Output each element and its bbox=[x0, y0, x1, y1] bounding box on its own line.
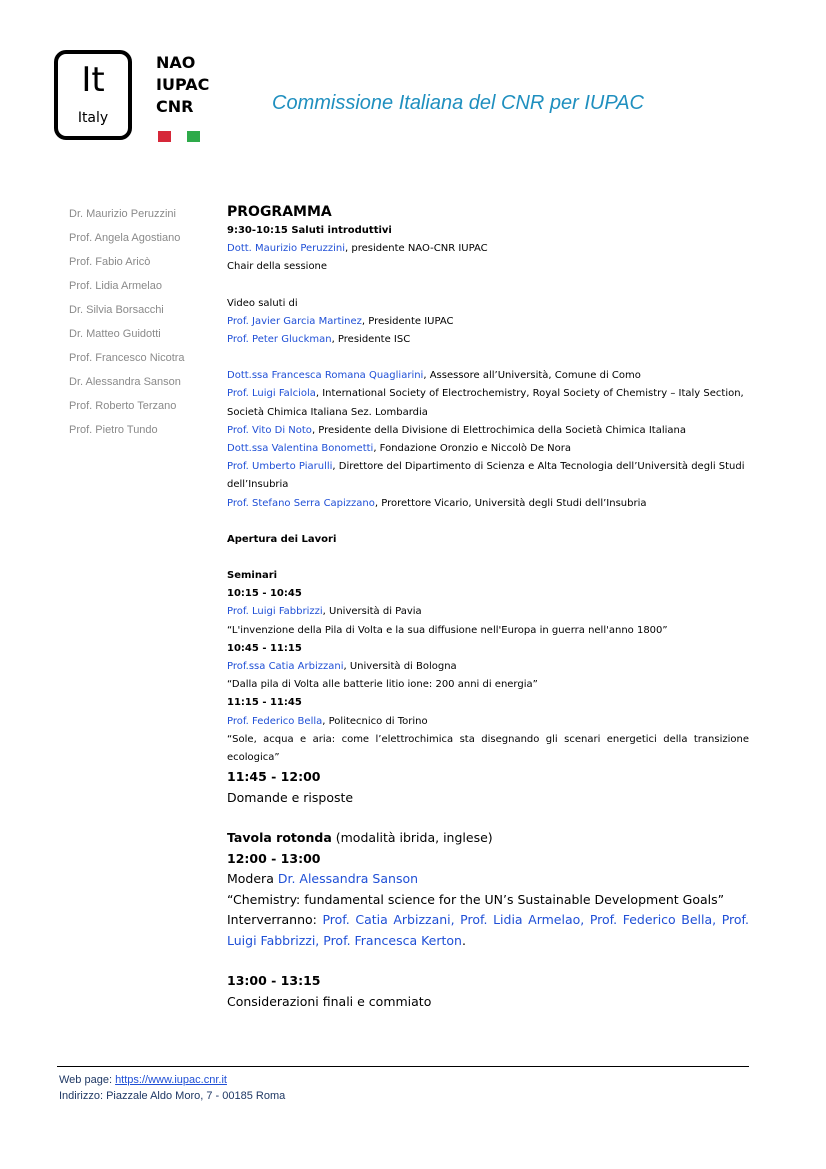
closing-label: Considerazioni finali e commiato bbox=[227, 993, 432, 1009]
seminar-speaker: Prof.ssa Catia Arbizzani, Università di Bologna bbox=[227, 661, 457, 673]
program bbox=[227, 202, 749, 1012]
logo-symbol: It bbox=[81, 60, 105, 100]
committee-member: Dr. Maurizio Peruzzini bbox=[69, 208, 176, 220]
speaker-name: Prof. Luigi Fabbrizzi bbox=[227, 606, 323, 618]
committee-member: Prof. Roberto Terzano bbox=[69, 400, 177, 412]
panelist-names: Prof. Catia Arbizzani, Prof. Lidia Armelao, Prof. Federico Bella, Prof. Luigi Fabbrizzi, Prof. Francesca Kerton bbox=[227, 912, 749, 948]
seminar-time: 10:45 - 11:15 bbox=[227, 642, 302, 654]
committee-member: Prof. Francesco Nicotra bbox=[69, 352, 185, 364]
greeting: Prof. Luigi Falciola, International Society of Electrochemistry, Royal Society of Chemistry – Italy Section, Società Chimica Italiana Sez. Lombardia bbox=[227, 388, 744, 418]
speaker-name: Prof. Luigi Falciola bbox=[227, 388, 316, 400]
video-greeting: Prof. Javier Garcia Martinez, Presidente IUPAC bbox=[227, 315, 454, 327]
chair-name: Dott. Maurizio Peruzzini bbox=[227, 243, 345, 255]
seminari-label: Seminari bbox=[227, 570, 278, 582]
speaker-name: Dott.ssa Valentina Bonometti bbox=[227, 443, 374, 455]
seminar-title: “Sole, acqua e aria: come l’elettrochimica sta disegnando gli scenari energetici della transizione ecologica” bbox=[227, 733, 749, 764]
tavola-title: “Chemistry: fundamental science for the UN’s Sustainable Development Goals” bbox=[227, 891, 725, 907]
video-label: Video saluti di bbox=[227, 297, 298, 309]
flag-red-square bbox=[158, 131, 171, 142]
chair-role: Chair della sessione bbox=[227, 261, 328, 273]
seminar-speaker: Prof. Federico Bella, Politecnico di Torino bbox=[227, 715, 428, 727]
speaker-name: Prof. Peter Gluckman bbox=[227, 334, 332, 346]
qa-label: Domande e risposte bbox=[227, 789, 354, 805]
tavola-heading: Tavola rotonda (modalità ibrida, inglese) bbox=[227, 830, 493, 846]
footer-address: Indirizzo: Piazzale Aldo Moro, 7 - 00185 Roma bbox=[59, 1090, 286, 1102]
committee-member: Prof. Pietro Tundo bbox=[69, 424, 158, 436]
tavola-time: 12:00 - 13:00 bbox=[227, 850, 321, 866]
logo-line-nao: NAO bbox=[156, 53, 196, 72]
speaker-name: Dott.ssa Francesca Romana Quagliarini bbox=[227, 370, 424, 382]
apertura-label: Apertura dei Lavori bbox=[227, 533, 337, 545]
seminar-speaker: Prof. Luigi Fabbrizzi, Università di Pavia bbox=[227, 606, 422, 618]
video-greeting: Prof. Peter Gluckman, Presidente ISC bbox=[227, 334, 411, 346]
footer-divider bbox=[57, 1066, 749, 1067]
tavola-label: Tavola rotonda bbox=[227, 830, 332, 846]
chair-line: Dott. Maurizio Peruzzini, presidente NAO-CNR IUPAC bbox=[227, 243, 488, 255]
web-link[interactable]: https://www.iupac.cnr.it bbox=[115, 1074, 227, 1086]
logo-line-iupac: IUPAC bbox=[156, 75, 210, 94]
flag-green-square bbox=[187, 131, 200, 142]
speaker-name: Prof. Umberto Piarulli bbox=[227, 461, 333, 473]
speaker-name: Prof. Federico Bella bbox=[227, 715, 323, 727]
greeting: Prof. Umberto Piarulli, Direttore del Dipartimento di Scienza e Alta Tecnologia dell’Università degli Studi dell’Insubria bbox=[227, 461, 745, 491]
logo-line-cnr: CNR bbox=[156, 97, 194, 116]
seminar-title: “L'invenzione della Pila di Volta e la sua diffusione nell'Europa in guerra nell'anno 1800” bbox=[227, 624, 668, 636]
panelists-line: Interverranno: Prof. Catia Arbizzani, Prof. Lidia Armelao, Prof. Federico Bella, Prof. Luigi Fabbrizzi, Prof. Francesca Kerton. bbox=[227, 912, 749, 948]
qa-time: 11:45 - 12:00 bbox=[227, 769, 321, 785]
seminar-time: 10:15 - 10:45 bbox=[227, 588, 302, 600]
seminar-title: “Dalla pila di Volta alle batterie litio ione: 200 anni di energia” bbox=[227, 679, 538, 691]
footer bbox=[59, 1072, 285, 1104]
speaker-name: Prof.ssa Catia Arbizzani bbox=[227, 661, 344, 673]
committee-list bbox=[69, 206, 219, 446]
greeting: Prof. Vito Di Noto, Presidente della Divisione di Elettrochimica della Società Chimica Italiana bbox=[227, 424, 686, 436]
program-heading: PROGRAMMA bbox=[227, 204, 332, 220]
logo-country: Italy bbox=[77, 110, 109, 126]
opening-time: 9:30-10:15 Saluti introduttivi bbox=[227, 225, 392, 236]
logo bbox=[54, 50, 132, 140]
greeting: Prof. Stefano Serra Capizzano, Prorettore Vicario, Università degli Studi dell’Insubria bbox=[227, 497, 647, 509]
committee-member: Prof. Lidia Armelao bbox=[69, 280, 162, 292]
moderator-name: Dr. Alessandra Sanson bbox=[277, 871, 419, 887]
greeting: Dott.ssa Valentina Bonometti, Fondazione Oronzio e Niccolò De Nora bbox=[227, 443, 572, 455]
seminar-time: 11:15 - 11:45 bbox=[227, 697, 302, 709]
speaker-name: Prof. Vito Di Noto bbox=[227, 424, 312, 436]
committee-member: Dr. Matteo Guidotti bbox=[69, 328, 161, 340]
moderator-line: Modera Dr. Alessandra Sanson bbox=[227, 871, 419, 887]
committee-member: Prof. Angela Agostiano bbox=[69, 232, 181, 244]
speaker-name: Prof. Javier Garcia Martinez bbox=[227, 315, 362, 327]
header-title: Commissione Italiana del CNR per IUPAC bbox=[272, 92, 644, 114]
committee-member: Prof. Fabio Aricò bbox=[69, 256, 151, 268]
logo-wordmark bbox=[156, 52, 209, 118]
committee-member: Dr. Silvia Borsacchi bbox=[69, 304, 164, 316]
footer-web: Web page: https://www.iupac.cnr.it bbox=[59, 1074, 227, 1086]
closing-time: 13:00 - 13:15 bbox=[227, 973, 321, 989]
greeting: Dott.ssa Francesca Romana Quagliarini, Assessore all’Università, Comune di Como bbox=[227, 370, 641, 382]
committee-member: Dr. Alessandra Sanson bbox=[69, 376, 181, 388]
speaker-name: Prof. Stefano Serra Capizzano bbox=[227, 497, 375, 509]
